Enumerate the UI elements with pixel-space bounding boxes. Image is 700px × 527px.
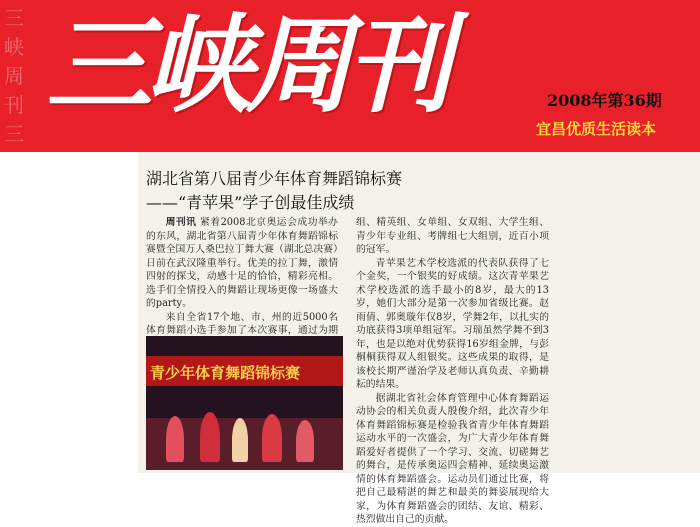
article-headline: 湖北省第八届青少年体育舞蹈锦标赛: [146, 169, 403, 188]
article-paragraph: 来自全省17个地、市、州的近5000名体育舞蹈小选手参加了本次赛事，通过为期: [146, 311, 338, 336]
masthead-logo-title: 三峡周刊: [46, 2, 446, 127]
article-paragraph: 组、精英组、女单组、女双组、大学生组、青少年专业组、考牌组七大组别，近百小项的冠军。: [356, 217, 549, 255]
article-byline: 周刊讯: [165, 217, 197, 228]
dancer-figure: [262, 414, 282, 462]
article-photo: [146, 336, 343, 470]
photo-banner-text: 青少年体育舞蹈锦标赛: [150, 364, 301, 382]
issue-number: 2008年第36期: [547, 91, 662, 110]
dancer-figure: [232, 418, 248, 462]
dancer-figure: [200, 412, 220, 462]
masthead-watermark: 三峡周刊三峡周刊: [4, 6, 24, 233]
article-subhead: ——“青苹果”学子创最佳成绩: [146, 193, 355, 212]
article-column-2: [356, 216, 549, 527]
dancer-figure: [296, 420, 314, 462]
article-paragraph: 青苹果艺术学校选派的代表队获得了七个金奖，一个银奖的好成绩。这次青苹果艺术学校选派的选手最小的8岁，最大的13岁，她们大部分是第一次参加省级比赛。赵雨倩、郭奥璇年仅8岁，学舞2年，以扎实的功底获得3项单组冠军。习瑞虽然学舞不到3年，也是以绝对优势获得16岁组金牌，与彭桐桐获得双人组银奖。这些成果的取得，是该校长期严谨治学及老师认真负责、辛勤耕耘的结果。: [356, 257, 549, 390]
article-paragraph: 据湖北省社会体育管理中心体育舞蹈运动协会的相关负责人殷俊介绍，此次青少年体育舞蹈锦标赛是检验我省青少年体育舞蹈运动水平的一次盛会，为广大青少年体育舞蹈爱好者提供了一个学习、交流、切磋舞艺的舞台，是传承奥运四会精神、延续奥运激情的体育舞蹈盛会。运动员们通过比赛，将把自己最精湛的舞艺和最美的舞姿展现给大家，为体育舞蹈盛会的团结、友谊、精彩、热烈做出自己的贡献。: [356, 392, 549, 525]
article-paragraph: 周刊讯 紧着2008北京奥运会成功举办的东风，湖北省第八届青少年体育舞蹈锦标赛暨全国万人桑巴拉丁舞大赛（湖北总决赛）日前在武汉隆重举行。优美的拉丁舞，激情四射的探戈，动感十足的恰恰，精彩亮相。选手们全情投入的舞蹈让现场更像一场盛大的party。: [146, 217, 338, 309]
dancer-figure: [166, 416, 184, 462]
article-column-1: [146, 216, 338, 351]
masthead-slogan: 宜昌优质生活读本: [536, 120, 657, 138]
